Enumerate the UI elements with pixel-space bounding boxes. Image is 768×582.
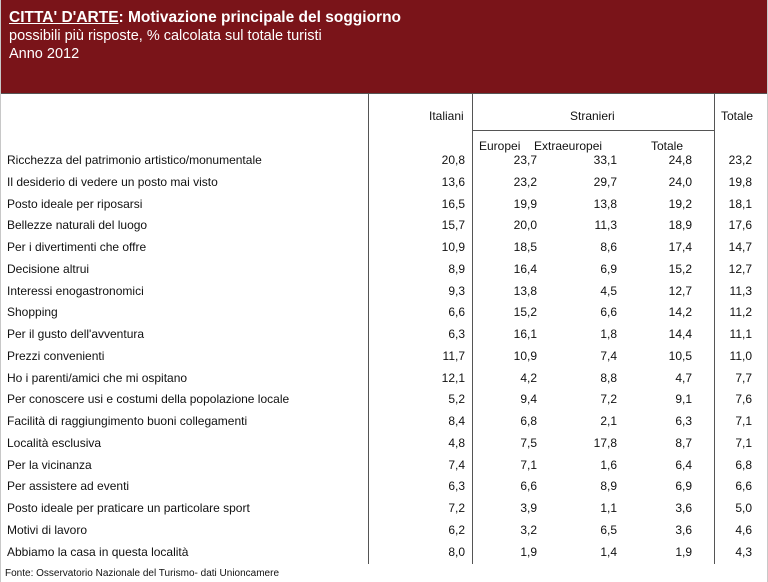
cell-stranieri-totale: 19,2 — [668, 196, 692, 211]
cell-italiani: 7,4 — [448, 457, 465, 472]
cell-europei: 3,2 — [520, 522, 537, 537]
cell-stranieri-totale: 18,9 — [668, 218, 692, 233]
cell-stranieri-totale: 24,8 — [668, 153, 692, 167]
title-topic: : Motivazione principale del soggiorno — [118, 9, 402, 26]
cell-stranieri-totale: 4,7 — [675, 370, 692, 385]
table-row — [1, 434, 767, 456]
header-europei: Europei — [479, 139, 521, 153]
row-label: Località esclusiva — [7, 435, 102, 450]
cell-extraeuropei: 4,5 — [600, 283, 617, 298]
header-totale: Totale — [721, 109, 754, 123]
year-label: Anno 2012 — [9, 46, 80, 62]
cell-europei: 23,2 — [513, 174, 537, 189]
cell-extraeuropei: 7,2 — [600, 392, 617, 407]
cell-totale: 4,3 — [735, 544, 752, 559]
cell-europei: 7,5 — [520, 435, 537, 450]
row-label: Abbiamo la casa in questa località — [7, 544, 189, 559]
cell-extraeuropei: 6,9 — [600, 261, 617, 276]
header-stranieri-totale: Totale — [651, 139, 684, 153]
cell-italiani: 9,3 — [448, 283, 465, 298]
cell-italiani: 15,7 — [441, 218, 465, 233]
cell-stranieri-totale: 17,4 — [668, 240, 692, 254]
cell-italiani: 13,6 — [441, 174, 465, 189]
table-row — [1, 151, 767, 173]
cell-extraeuropei: 17,8 — [593, 435, 617, 450]
cell-totale: 7,1 — [735, 414, 752, 428]
table-row — [1, 499, 767, 521]
table-top-border — [1, 93, 767, 94]
row-label: Per la vicinanza — [7, 457, 92, 472]
table-row — [1, 347, 767, 369]
cell-stranieri-totale: 3,6 — [675, 522, 692, 537]
cell-italiani: 10,9 — [441, 240, 465, 254]
row-label: Motivi di lavoro — [7, 522, 88, 537]
cell-italiani: 5,2 — [448, 392, 465, 407]
cell-totale: 14,7 — [728, 240, 752, 254]
table-row — [1, 303, 767, 325]
table-row — [1, 238, 767, 260]
cell-stranieri-totale: 8,7 — [675, 435, 692, 450]
source-footer: Fonte: Osservatorio Nazionale del Turismo- dati Unioncamere — [5, 568, 280, 579]
cell-extraeuropei: 11,3 — [594, 218, 617, 233]
cell-italiani: 11,7 — [442, 348, 465, 363]
cell-extraeuropei: 13,8 — [593, 196, 617, 211]
cell-totale: 11,0 — [729, 348, 752, 363]
row-label: Decisione altrui — [7, 261, 90, 276]
cell-europei: 23,7 — [513, 153, 537, 167]
title-city-label: CITTA' D'ARTE — [9, 9, 119, 26]
cell-italiani: 16,5 — [441, 196, 465, 211]
row-label: Posto ideale per riposarsi — [7, 196, 143, 211]
cell-stranieri-totale: 6,4 — [675, 457, 692, 472]
cell-extraeuropei: 8,6 — [600, 240, 617, 254]
row-label: Ho i parenti/amici che mi ospitano — [7, 370, 188, 385]
cell-totale: 7,1 — [735, 435, 752, 450]
cell-extraeuropei: 29,7 — [593, 174, 617, 189]
row-label: Prezzi convenienti — [7, 348, 105, 363]
cell-italiani: 6,3 — [448, 479, 465, 494]
cell-europei: 6,6 — [520, 479, 537, 494]
cell-totale: 19,8 — [728, 174, 752, 189]
table-row — [1, 390, 767, 412]
table-row — [1, 369, 767, 391]
cell-totale: 11,2 — [729, 305, 752, 320]
table-row — [1, 477, 767, 499]
cell-totale: 23,2 — [728, 153, 752, 167]
table-row — [1, 282, 767, 304]
cell-extraeuropei: 1,4 — [600, 544, 617, 559]
cell-stranieri-totale: 24,0 — [668, 174, 692, 189]
cell-extraeuropei: 1,8 — [600, 327, 617, 341]
cell-totale: 17,6 — [728, 218, 752, 233]
cell-totale: 12,7 — [728, 261, 752, 276]
cell-italiani: 8,0 — [448, 544, 465, 559]
cell-italiani: 20,8 — [441, 153, 465, 167]
row-label: Per il gusto dell'avventura — [7, 327, 145, 341]
cell-totale: 18,1 — [728, 196, 752, 211]
cell-stranieri-totale: 9,1 — [675, 392, 692, 407]
cell-stranieri-totale: 1,9 — [675, 544, 692, 559]
row-label: Bellezze naturali del luogo — [7, 218, 148, 233]
stranieri-separator — [473, 130, 715, 131]
cell-extraeuropei: 7,4 — [600, 348, 617, 363]
table-row — [1, 195, 767, 217]
table-row — [1, 456, 767, 478]
table-row — [1, 521, 767, 543]
cell-totale: 6,8 — [735, 457, 752, 472]
cell-extraeuropei: 33,1 — [593, 153, 617, 167]
cell-europei: 6,8 — [520, 414, 537, 428]
cell-extraeuropei: 1,6 — [600, 457, 617, 472]
cell-extraeuropei: 2,1 — [600, 414, 617, 428]
cell-totale: 6,6 — [735, 479, 752, 494]
cell-europei: 9,4 — [520, 392, 537, 407]
cell-europei: 16,4 — [513, 261, 537, 276]
cell-europei: 18,5 — [513, 240, 537, 254]
cell-totale: 7,7 — [735, 370, 752, 385]
cell-italiani: 7,2 — [448, 501, 465, 515]
row-label: Per conoscere usi e costumi della popolazione locale — [7, 392, 290, 407]
cell-europei: 1,9 — [520, 544, 537, 559]
cell-europei: 13,8 — [513, 283, 537, 298]
cell-totale: 7,6 — [735, 392, 752, 407]
cell-italiani: 6,2 — [448, 522, 465, 537]
cell-italiani: 6,3 — [448, 327, 465, 341]
header-italiani: Italiani — [429, 109, 464, 123]
table-row — [1, 325, 767, 347]
page-subtitle: possibili più risposte, % calcolata sul totale turisti — [9, 28, 322, 44]
table-row — [1, 412, 767, 434]
cell-stranieri-totale: 6,9 — [675, 479, 692, 494]
cell-stranieri-totale: 15,2 — [668, 261, 692, 276]
header-extraeuropei: Extraeuropei — [534, 139, 603, 153]
cell-europei: 19,9 — [513, 196, 537, 211]
cell-stranieri-totale: 14,4 — [668, 327, 692, 341]
cell-extraeuropei: 8,8 — [600, 370, 617, 385]
row-label: Shopping — [7, 305, 58, 320]
cell-europei: 15,2 — [513, 305, 537, 320]
cell-totale: 5,0 — [735, 501, 752, 515]
cell-stranieri-totale: 14,2 — [668, 305, 692, 320]
cell-totale: 11,3 — [729, 283, 752, 298]
table-row — [1, 260, 767, 282]
cell-europei: 4,2 — [520, 370, 537, 385]
cell-europei: 20,0 — [513, 218, 537, 233]
cell-italiani: 12,1 — [441, 370, 465, 385]
cell-extraeuropei: 1,1 — [600, 501, 617, 515]
cell-italiani: 8,9 — [448, 261, 465, 276]
cell-italiani: 6,6 — [448, 305, 465, 320]
table-row — [1, 543, 767, 565]
cell-stranieri-totale: 10,5 — [668, 348, 692, 363]
row-label: Posto ideale per praticare un particolare sport — [7, 501, 250, 515]
row-label: Per assistere ad eventi — [7, 479, 130, 494]
cell-stranieri-totale: 6,3 — [675, 414, 692, 428]
table-row — [1, 216, 767, 238]
data-table — [1, 93, 767, 565]
cell-stranieri-totale: 12,7 — [668, 283, 692, 298]
cell-totale: 4,6 — [735, 522, 752, 537]
cell-extraeuropei: 8,9 — [600, 479, 617, 494]
page-title — [9, 8, 767, 27]
header-stranieri: Stranieri — [570, 109, 615, 123]
row-label: Per i divertimenti che offre — [7, 240, 147, 254]
cell-europei: 3,9 — [520, 501, 537, 515]
row-label: Facilità di raggiungimento buoni collegamenti — [7, 414, 248, 428]
cell-europei: 10,9 — [513, 348, 537, 363]
cell-stranieri-totale: 3,6 — [675, 501, 692, 515]
cell-italiani: 4,8 — [448, 435, 465, 450]
cell-europei: 16,1 — [513, 327, 537, 341]
cell-extraeuropei: 6,6 — [600, 305, 617, 320]
row-label: Ricchezza del patrimonio artistico/monumentale — [7, 153, 262, 167]
row-label: Il desiderio di vedere un posto mai visto — [7, 174, 218, 189]
table-row — [1, 173, 767, 195]
title-banner — [1, 0, 767, 93]
cell-extraeuropei: 6,5 — [600, 522, 617, 537]
cell-totale: 11,1 — [729, 327, 752, 341]
cell-europei: 7,1 — [520, 457, 537, 472]
row-label: Interessi enogastronomici — [7, 283, 144, 298]
cell-italiani: 8,4 — [448, 414, 465, 428]
